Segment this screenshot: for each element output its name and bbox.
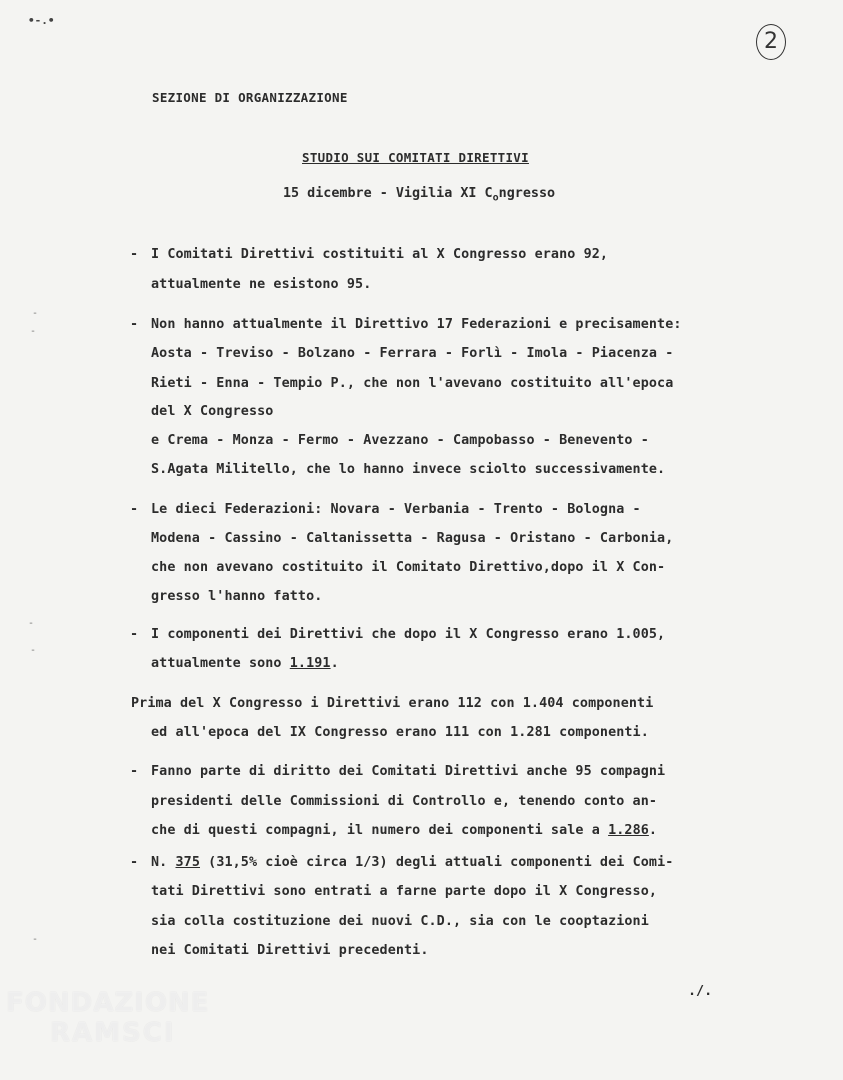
underlined-value: 375 <box>175 855 200 870</box>
fondazione-gramsci-watermark <box>6 988 209 1048</box>
paragraph-line: Fanno parte di diritto dei Comitati Direttivi anche 95 compagni <box>151 764 666 779</box>
margin-mark: - <box>32 934 39 945</box>
paragraph-line: Aosta - Treviso - Bolzano - Ferrara - Forlì - Imola - Piacenza - <box>151 346 674 361</box>
line-text-end: (31,5% cioè circa 1/3) degli attuali componenti dei Comi- <box>200 855 674 870</box>
paragraph-line: I Comitati Direttivi costituiti al X Congresso erano 92, <box>151 247 609 262</box>
subtitle-subscript: o <box>492 192 499 204</box>
document-subtitle <box>283 186 555 204</box>
bullet-dash: - <box>130 627 139 642</box>
margin-mark: - <box>30 645 37 656</box>
underlined-value: 1.191 <box>289 656 331 671</box>
paragraph-line: Non hanno attualmente il Direttivo 17 Federazioni e precisamente: <box>151 317 682 332</box>
bullet-dash: - <box>130 317 139 332</box>
paragraph-line: Prima del X Congresso i Direttivi erano 112 con 1.404 componenti <box>131 696 654 711</box>
watermark-line-1: FONDAZIONE <box>6 988 210 1018</box>
paragraph-line: Le dieci Federazioni: Novara - Verbania - Trento - Bologna - <box>151 502 641 517</box>
watermark-line-2: RAMSCI <box>50 1018 176 1048</box>
underlined-value: 1.286 <box>608 823 649 838</box>
margin-mark: - <box>32 308 39 319</box>
paragraph-line: attualmente ne esistono 95. <box>151 277 372 292</box>
continuation-mark: ./. <box>688 984 713 999</box>
paragraph-line: Rieti - Enna - Tempio P., che non l'avevano costituito all'epoca <box>151 376 674 391</box>
paragraph-line: sia colla costituzione dei nuovi C.D., sia con le cooptazioni <box>151 914 649 929</box>
bullet-dash: - <box>130 247 139 262</box>
corner-mark: •-.• <box>28 14 55 27</box>
subtitle-text: 15 dicembre - Vigilia XI C <box>283 186 493 201</box>
section-heading: SEZIONE DI ORGANIZZAZIONE <box>152 90 348 105</box>
margin-mark: - <box>30 326 37 337</box>
document-title: STUDIO SUI COMITATI DIRETTIVI <box>302 150 529 165</box>
paragraph-line: Modena - Cassino - Caltanissetta - Ragusa - Oristano - Carbonia, <box>151 531 674 546</box>
paragraph-line: I componenti dei Direttivi che dopo il X Congresso erano 1.005, <box>151 627 666 642</box>
paragraph-line <box>151 823 657 838</box>
paragraph-line: che non avevano costituito il Comitato Direttivo,dopo il X Con- <box>151 560 666 575</box>
paragraph-line: e Crema - Monza - Fermo - Avezzano - Campobasso - Benevento - <box>151 433 649 448</box>
paragraph-line <box>151 855 673 870</box>
paragraph-line: ed all'epoca del IX Congresso erano 111 con 1.281 componenti. <box>151 725 649 740</box>
line-text-end: . <box>330 656 339 671</box>
paragraph-line: S.Agata Militello, che lo hanno invece sciolto successivamente. <box>151 462 666 477</box>
paragraph-line: gresso l'hanno fatto. <box>151 589 323 604</box>
line-text-end: . <box>648 823 658 838</box>
line-text: attualmente sono <box>151 656 290 671</box>
paragraph-line: presidenti delle Commissioni di Controllo e, tenendo conto an- <box>151 794 658 809</box>
bullet-dash: - <box>130 764 139 779</box>
paragraph-line: tati Direttivi sono entrati a farne parte dopo il X Congresso, <box>151 884 658 899</box>
bullet-dash: - <box>130 502 139 517</box>
paragraph-line: del X Congresso <box>151 404 274 419</box>
line-text: N. <box>151 855 176 870</box>
paragraph-line <box>151 656 339 671</box>
line-text: che di questi compagni, il numero dei componenti sale a <box>151 823 609 838</box>
margin-mark: - <box>28 618 35 629</box>
bullet-dash: - <box>130 855 139 870</box>
paragraph-line: nei Comitati Direttivi precedenti. <box>151 943 429 958</box>
subtitle-text-end: ngresso <box>498 186 556 201</box>
page-number: 2 <box>756 24 786 60</box>
